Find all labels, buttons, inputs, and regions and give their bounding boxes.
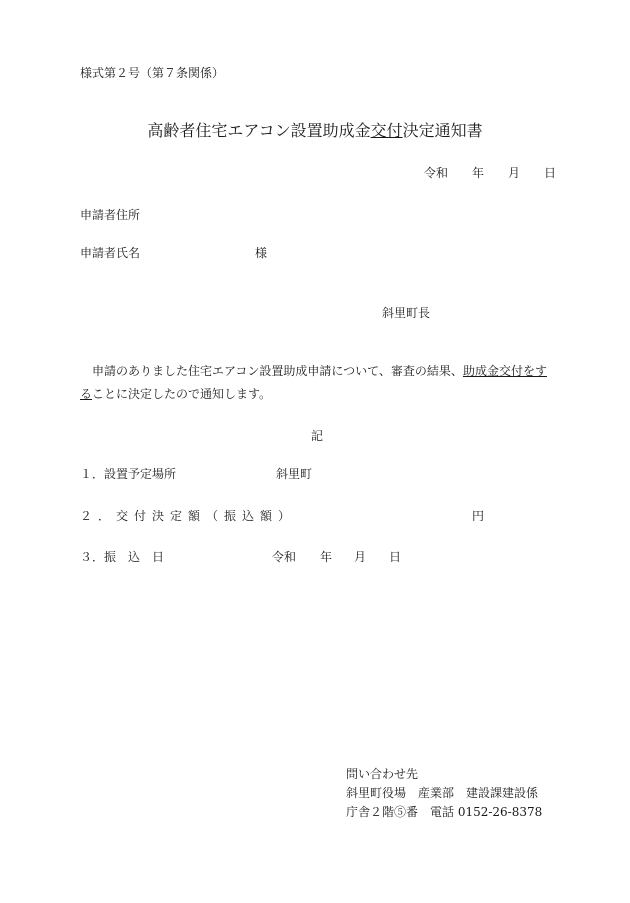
notice-body — [80, 360, 555, 406]
applicant-address-label: 申請者住所 — [80, 208, 141, 222]
transfer-month: 月 — [354, 550, 367, 564]
issuer: 斜里町長 — [382, 306, 431, 320]
issue-date — [424, 164, 556, 181]
contact-heading: 問い合わせ先 — [346, 767, 419, 781]
title-underlined: 交付 — [370, 121, 403, 140]
transfer-day: 日 — [389, 550, 402, 564]
form-number: 様式第２号（第７条関係） — [80, 66, 225, 80]
date-month: 月 — [508, 166, 521, 180]
honorific: 様 — [255, 246, 268, 260]
title-part-2: 決定通知書 — [402, 121, 483, 140]
body-part-1: 申請のありました住宅エアコン設置助成申請について、審査の結果、 — [92, 364, 463, 378]
applicant-name-label: 申請者氏名 — [80, 246, 141, 260]
document-title — [0, 118, 630, 141]
contact-line-2: 庁舎２階⑤番 電話 0152-26-8378 — [346, 805, 543, 819]
date-day: 日 — [544, 166, 557, 180]
item-value: 円 — [472, 509, 485, 523]
body-part-2: ことに決定したので通知します。 — [92, 387, 272, 401]
item-grant-amount — [80, 507, 485, 524]
date-year: 年 — [472, 166, 485, 180]
item-transfer-date — [80, 548, 402, 565]
item-install-location — [80, 465, 313, 482]
item-label: ２．交付決定額（振込額） — [80, 509, 297, 523]
item-label: ３．振 込 日 — [80, 550, 165, 564]
transfer-era: 令和 — [272, 550, 297, 564]
title-part-1: 高齢者住宅エアコン設置助成金 — [147, 121, 371, 140]
contact-line-1: 斜里町役場 産業部 建設課建設係 — [346, 786, 539, 800]
contact-block — [346, 765, 542, 822]
item-value: 斜里町 — [276, 467, 313, 481]
body-underlined: 助成金交付をする — [80, 364, 547, 401]
date-era: 令和 — [424, 166, 449, 180]
applicant-name-row — [80, 244, 268, 261]
item-label: １．設置予定場所 — [80, 467, 177, 481]
transfer-year: 年 — [320, 550, 333, 564]
ki-heading: 記 — [311, 429, 324, 443]
